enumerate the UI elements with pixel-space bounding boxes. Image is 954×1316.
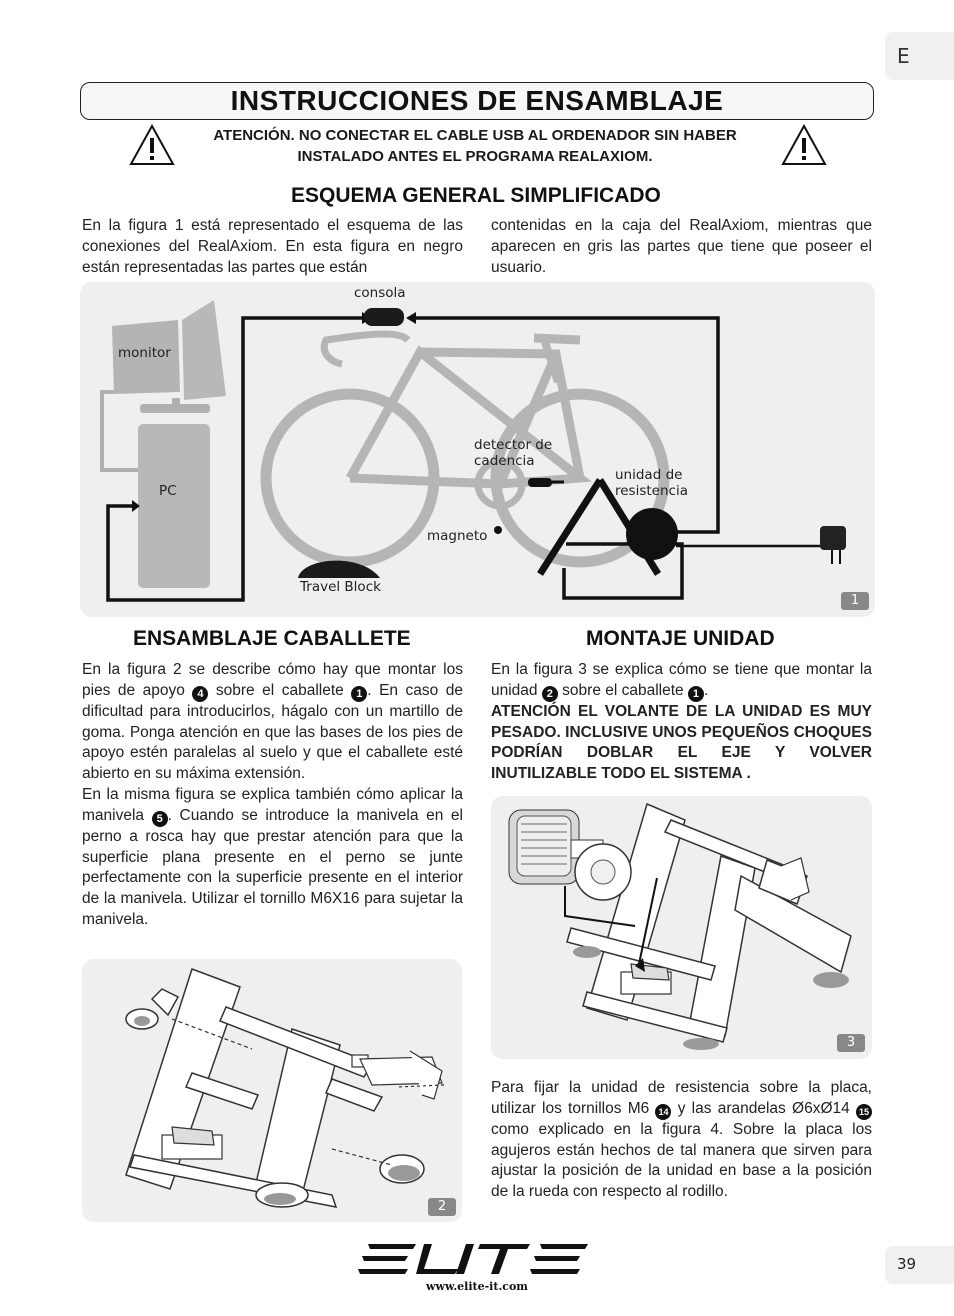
montaje-text-1b: sobre el caballete — [562, 681, 684, 699]
figure-number-2: 2 — [428, 1198, 456, 1216]
label-magneto: magneto — [427, 528, 488, 544]
item-number-5: 5 — [152, 811, 168, 827]
power-adapter — [820, 526, 846, 550]
resistance-unit-drawing — [509, 810, 631, 900]
usb-warning-line1: ATENCIÓN. NO CONECTAR EL CABLE USB AL ORDENADOR SIN HABER — [213, 127, 737, 144]
fixing-text-b: y las arandelas Ø6xØ14 — [677, 1099, 850, 1117]
item-number-14: 14 — [655, 1104, 671, 1120]
figure-1-diagram — [80, 282, 875, 617]
warning-icon-right — [781, 124, 827, 166]
fixing-paragraph — [491, 1078, 872, 1203]
elite-logo — [358, 1242, 590, 1276]
stand-frame — [126, 969, 424, 1207]
section-heading-esquema: ESQUEMA GENERAL SIMPLIFICADO — [291, 184, 661, 207]
resistance-unit — [626, 508, 678, 560]
figure-number-3: 3 — [837, 1034, 865, 1052]
cadence-sensor — [528, 478, 552, 487]
language-tab-label: E — [897, 44, 910, 68]
language-tab — [885, 32, 954, 80]
figure-3-illustration — [491, 796, 872, 1059]
label-detector-cadencia: detector de cadencia — [474, 437, 553, 469]
caballete-text-1c: . En caso de dificultad para introducirlos, hágalo con un martillo de goma. Ponga atención en que las bases de los pies de apoyo estén paralelas al suelo y que el caballete esté abierto en su máxima extensión. — [82, 681, 464, 783]
item-number-2: 2 — [542, 686, 558, 702]
caballete-text-2a: En la misma figura se explica también cómo aplicar la manivela — [82, 785, 463, 824]
item-number-4: 4 — [192, 686, 208, 702]
page-number-tab — [885, 1246, 954, 1284]
console-device — [364, 308, 404, 326]
item-number-1: 1 — [351, 686, 367, 702]
figure-2-illustration — [82, 959, 462, 1222]
section-heading-montaje: MONTAJE UNIDAD — [586, 627, 775, 650]
usb-warning-line2: INSTALADO ANTES EL PROGRAMA REALAXIOM. — [297, 148, 653, 165]
caballete-paragraph — [82, 660, 463, 931]
esquema-paragraph-col2: contenidas en la caja del RealAxiom, mientras que aparecen en gris las partes que tiene que poseer el usuario. — [491, 217, 872, 276]
website-url[interactable]: www.elite-it.com — [426, 1280, 528, 1293]
item-number-1b: 1 — [688, 686, 704, 702]
caballete-text-1a: En la figura 2 se describe cómo hay que montar los pies de apoyo — [82, 661, 463, 699]
montaje-paragraph — [491, 660, 872, 785]
fixing-text-a: Para fijar la unidad de resistencia sobre la placa, utilizar los tornillos M6 — [491, 1079, 872, 1117]
section-heading-caballete: ENSAMBLAJE CABALLETE — [133, 627, 411, 650]
magneto-dot — [494, 526, 502, 534]
page-title-box — [80, 82, 874, 120]
pc-tower — [138, 424, 210, 588]
label-monitor: monitor — [118, 345, 171, 361]
label-travel-block: Travel Block — [300, 579, 381, 595]
esquema-paragraph-col1: En la figura 1 está representado el esquema de las conexiones del RealAxiom. En esta figura en negro están representadas las partes que están — [82, 217, 463, 276]
unit-mounting-drawing — [491, 796, 872, 1059]
montaje-text-1c: . — [703, 681, 709, 699]
page-title: INSTRUCCIONES DE ENSAMBLAJE — [230, 85, 724, 116]
flywheel-warning: ATENCIÓN EL VOLANTE DE LA UNIDAD ES MUY PESADO. INCLUSIVE UNOS PEQUEÑOS CHOQUES PODRÍAN DOBLAR EL EJE Y VOLVER INUTILIZABLE TODO EL SISTEMA . — [491, 702, 872, 783]
item-number-15: 15 — [856, 1104, 872, 1120]
label-pc: PC — [159, 483, 177, 499]
label-unidad-resistencia: unidad de resistencia — [615, 467, 688, 499]
warning-icon — [129, 124, 175, 166]
caballete-text-1b: sobre el caballete — [215, 681, 344, 699]
usb-warning — [180, 125, 770, 167]
caballete-text-2b: . Cuando se introduce la manivela en el perno a rosca hay que prestar atención para que la superficie plana presente en el perno se junte perfectamente con la superficie presente en el interior de la manivela. Utilizar el tornillo M6X16 para sujetar la manivela. — [82, 806, 463, 928]
figure-number-1: 1 — [841, 592, 869, 610]
monitor-shape-2 — [182, 300, 226, 400]
trainer-stand-drawing — [82, 959, 462, 1222]
fixing-text-c: como explicado en la figura 4. Sobre la placa los agujeros están hechos de tal manera que sirven para ajustar la posición de la unidad en base a la posición de la rueda con respecto al rodillo. — [491, 1120, 872, 1201]
label-consola: consola — [354, 285, 406, 301]
page-number: 39 — [897, 1255, 917, 1273]
montaje-text-1a: En la figura 3 se explica cómo se tiene que montar la unidad — [491, 661, 872, 699]
